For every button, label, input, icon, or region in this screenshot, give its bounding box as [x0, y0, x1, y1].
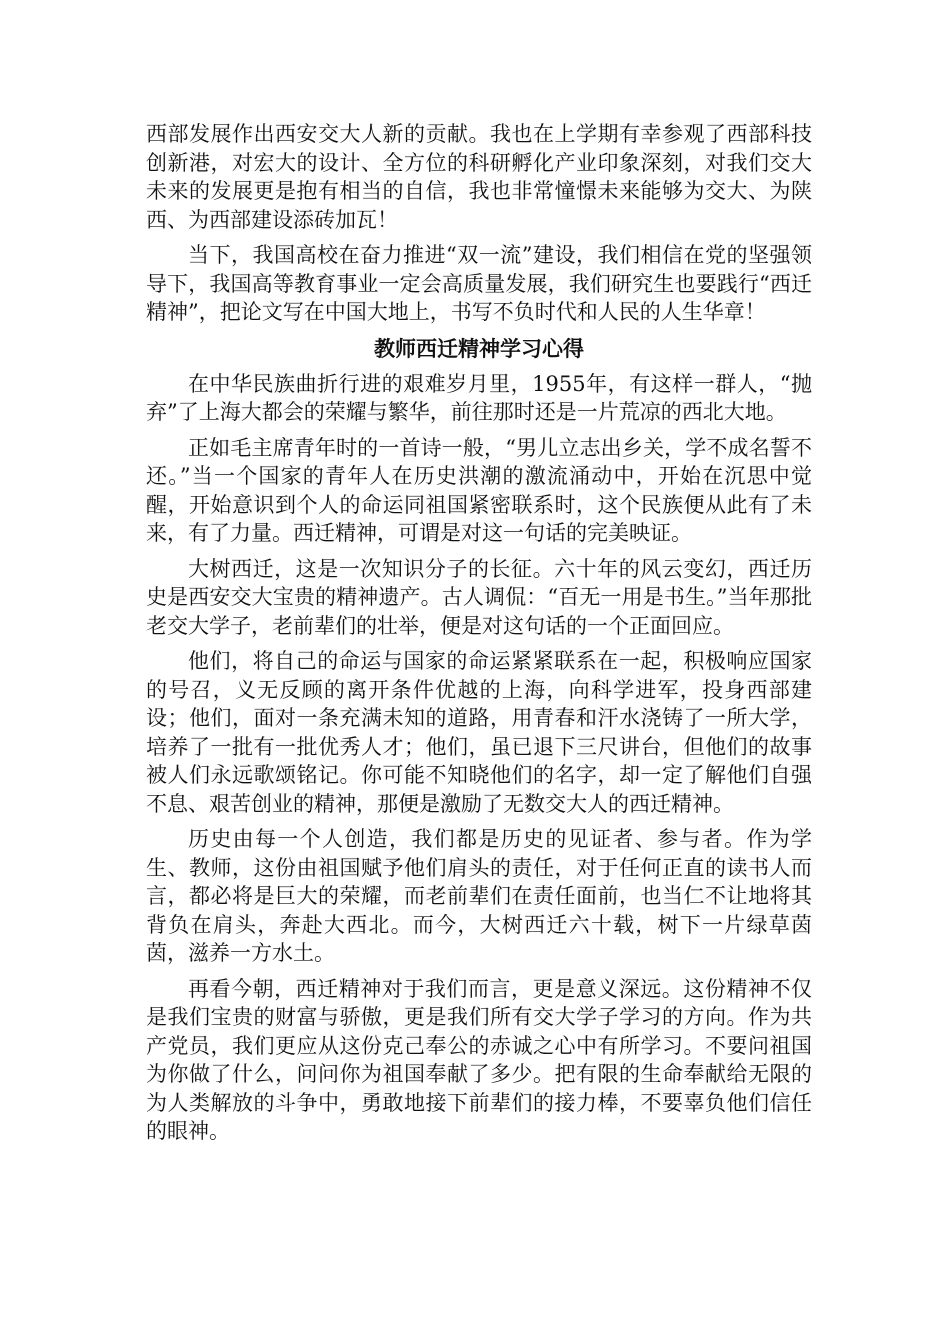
- body-paragraph-6: 再看今朝，西迁精神对于我们而言，更是意义深远。这份精神不仅是我们宝贵的财富与骄傲，更是我们所有交大学子学习的方向。作为共产党员，我们更应从这份克己奉公的赤诚之心中有所学习。不要问祖国为你做了什么，问问你为祖国奉献了多少。把有限的生命奉献给无限的为人类解放的斗争中，勇敢地接下前辈们的接力棒，不要辜负他们信任的眼神。: [146, 976, 812, 1143]
- section-title: 教师西迁精神学习心得: [374, 336, 584, 361]
- body-paragraph-4: 他们，将自己的命运与国家的命运紧紧联系在一起，积极响应国家的号召，义无反顾的离开条件优越的上海，向科学进军，投身西部建设；他们，面对一条充满未知的道路，用青春和汗水浇铸了一所大学，培养了一批有一批优秀人才；他们，虽已退下三尺讲台，但他们的故事被人们永远歌颂铭记。你可能不知晓他们的名字，却一定了解他们自强不息、艰苦创业的精神，那便是激励了无数交大人的西迁精神。: [146, 649, 812, 816]
- body-paragraph-5: 历史由每一个人创造，我们都是历史的见证者、参与者。作为学生、教师，这份由祖国赋予他们肩头的责任，对于任何正直的读书人而言，都必将是巨大的荣耀，而老前辈们在责任面前，也当仁不让地将其背负在肩头，奔赴大西北。而今，大树西迁六十载，树下一片绿草茵茵，滋养一方水土。: [146, 827, 812, 965]
- body-paragraph-2: 正如毛主席青年时的一首诗一般，“男儿立志出乡关，学不成名誓不还。”当一个国家的青年人在历史洪潮的激流涌动中，开始在沉思中觉醒，开始意识到个人的命运同祖国紧密联系时，这个民族便从此有了未来，有了力量。西迁精神，可谓是对这一句话的完美映证。: [146, 435, 812, 545]
- intro-paragraph-2: 当下，我国高校在奋力推进“双一流”建设，我们相信在党的坚强领导下，我国高等教育事业一定会高质量发展，我们研究生也要践行“西迁精神”，把论文写在中国大地上，书写不负时代和人民的人生华章！: [146, 243, 812, 324]
- body-paragraph-3: 大树西迁，这是一次知识分子的长征。六十年的风云变幻，西迁历史是西安交大宝贵的精神遗产。古人调侃：“百无一用是书生。”当年那批老交大学子，老前辈们的壮举，便是对这句话的一个正面回应。: [146, 556, 812, 638]
- body-paragraph-1: 在中华民族曲折行进的艰难岁月里，1955年，有这样一群人，“抛弃”了上海大都会的荣耀与繁华，前往那时还是一片荒凉的西北大地。: [146, 371, 812, 424]
- document-page: [146, 120, 812, 1153]
- intro-paragraph-1: 西部发展作出西安交大人新的贡献。我也在上学期有幸参观了西部科技创新港，对宏大的设计、全方位的科研孵化产业印象深刻，对我们交大未来的发展更是抱有相当的自信，我也非常憧憬未来能够为交大、为陕西、为西部建设添砖加瓦！: [146, 122, 812, 232]
